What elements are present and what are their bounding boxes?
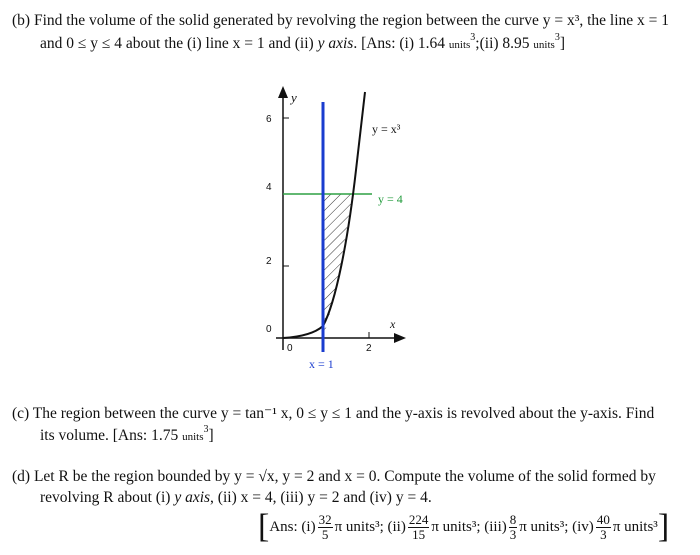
y-tick-label-2: 2 (266, 256, 272, 267)
part-c-line-2 (40, 426, 214, 445)
answer-units-3: π units³; (iv) (519, 518, 594, 535)
part-d-text-c: , (ii) x = 4, (iii) y = 2 and (iv) y = 4. (210, 489, 432, 506)
part-c-text-a: its volume. [Ans: 1.75 (40, 427, 183, 445)
part-b-text-a: and 0 ≤ y ≤ 4 about the (i) line x = 1 and (ii) (40, 35, 318, 53)
part-c-line-1: (c) The region between the curve y = tan⁻¹ x, 0 ≤ y ≤ 1 and the y-axis is revolved about the y-axis. Find (12, 405, 655, 422)
x-tick-label-0: 0 (287, 343, 293, 354)
part-d-answers (258, 507, 669, 547)
part-c-text-b: ] (208, 427, 214, 445)
answer-prefix: Ans: (i) (269, 518, 316, 535)
part-d-line-2 (40, 489, 432, 507)
answer-close-bracket: ] (657, 508, 670, 545)
answer-fraction-2: $\frac{224}{15}$ (408, 511, 429, 542)
part-b-line-1: (b) Find the volume of the solid generated by revolving the region between the curve y = x³, the line x = 1 (12, 12, 670, 29)
part-c-units: units (182, 431, 204, 444)
vline-label: x = 1 (309, 357, 334, 371)
answer-units-1: π units³; (ii) (334, 518, 406, 535)
answer-fraction-3: $\frac{8}{3}$ (509, 511, 517, 542)
answer-fraction-1: $\frac{32}{5}$ (318, 511, 332, 542)
part-b-text-d: ;(ii) 8.95 (475, 35, 534, 53)
x-axis-arrow (394, 333, 406, 343)
x-tick-label-2: 2 (366, 343, 372, 354)
y-axis-arrow (278, 86, 288, 98)
part-d-y-axis: y axis (174, 489, 211, 506)
answer-units-2: π units³; (iii) (431, 518, 507, 535)
answer-fraction-4: $\frac{40}{3}$ (596, 511, 610, 542)
x-axis-label: x (390, 317, 396, 331)
y-tick-label-4: 4 (266, 182, 272, 193)
part-b-y-axis: y axis (317, 35, 354, 53)
part-b-text-c: . [Ans: (i) 1.64 (353, 35, 449, 53)
y-tick-label-6: 6 (266, 114, 272, 125)
answer-units-4: π units³ (612, 518, 658, 535)
part-b-units-1: units (448, 39, 471, 52)
y-tick-label-0: 0 (266, 324, 272, 335)
hline-label: y = 4 (378, 192, 403, 206)
part-d-text-a: revolving R about (i) (40, 489, 175, 506)
part-b-sup-1: 3 (470, 32, 476, 43)
part-b-units-2: units (533, 39, 555, 52)
part-c-sup: 3 (203, 424, 209, 435)
answer-open-bracket: [ (258, 508, 270, 545)
y-axis-label: y (291, 90, 297, 105)
curve-label: y = x³ (372, 122, 401, 136)
part-b-text-e: ] (559, 35, 565, 53)
part-d-line-1: (d) Let R be the region bounded by y = √x, y = 2 and x = 0. Compute the volume of the solid formed by (12, 468, 656, 485)
part-b-sup-2: 3 (554, 32, 560, 43)
